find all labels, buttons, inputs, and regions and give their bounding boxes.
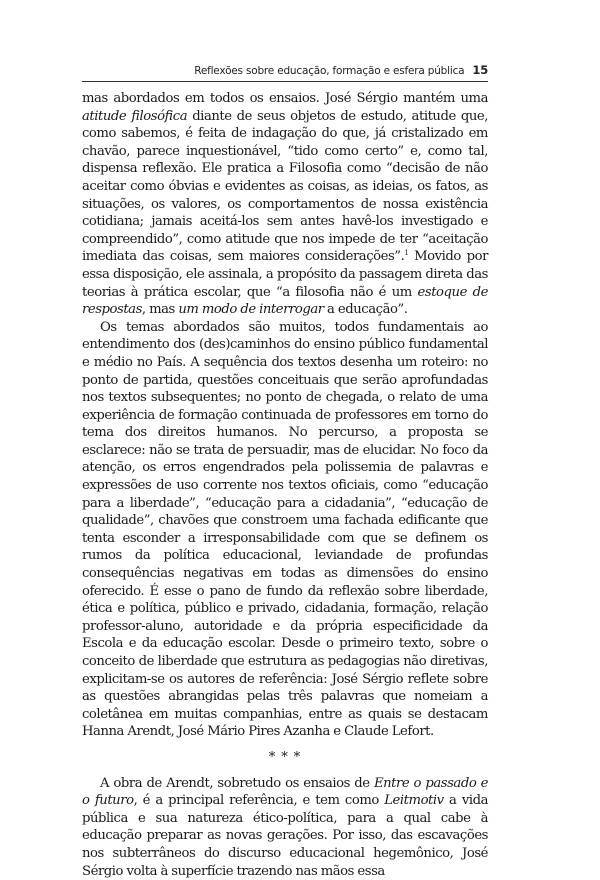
- p3-text-3: a vida pública e sua natureza ético-política, para a qual cabe à educação preparar as novas gerações. Por isso, das escavações nos subterrâneos do discurso educacional hegemônico, José Sérgio volta à superfície trazendo nas mãos essa: [82, 793, 489, 879]
- p3-text-2: , é a principal referência, e tem como: [133, 793, 385, 809]
- paragraph-1: [82, 90, 488, 319]
- p3-text-1: A obra de Arendt, sobretudo os ensaios de: [100, 775, 374, 791]
- p1-italic-1: atitude filosófica: [82, 108, 188, 124]
- p3-italic-1: Entre o passado e o futuro: [82, 775, 488, 809]
- paragraph-3: [82, 775, 488, 880]
- p1-text-1: mas abordados em todos os ensaios. José Sérgio mantém uma: [82, 91, 488, 106]
- page-number: 15: [472, 63, 488, 77]
- p1-text-3: Movido por essa disposição, ele assinala, a propósito da passagem direta das teorias à prática escolar, que “a filosofia não é um: [82, 249, 488, 300]
- p3-italic-2: Leitmotiv: [384, 793, 444, 809]
- p1-italic-2: estoque de respostas: [82, 284, 488, 318]
- p1-text-2: diante de seus objetos de estudo, atitude que, como sabemos, é feita de indagação do que, já cristalizado em chavão, parece inquestionável, “tido como certo” e, como tal, dispensa reflexão. Ele pratica a Filosofia como “decisão de não aceitar como óbvias e evidentes as coisas, as ideias, os fatos, as situações, os valores, os comportamentos de nossa existência cotidiana; jamais aceitá-los sem antes havê-los investigado e compreendido”, como atitude que nos impede de ter “aceitação imediata das coisas, sem maiores considerações”.: [82, 108, 489, 265]
- p1-italic-3: um modo de interrogar: [178, 302, 324, 318]
- paragraph-2: Os temas abordados são muitos, todos fundamentais ao entendimento dos (des)caminhos do ensino público fundamental e médio no País. A sequência dos textos desenha um roteiro: no ponto de partida, questões conceituais que serão aprofundadas nos textos subsequentes; no ponto de chegada, o relato de uma experiência de formação continuada de professores em torno do tema dos direitos humanos. No percurso, a proposta se esclarece: não se trata de persuadir, mas de elucidar. No foco da atenção, os erros engendrados pela polissemia de palavras e expressões de uso corrente nos textos oficiais, como “educação para a liberdade”, “educação para a cidadania”, “educação de qualidade”, chavões que constroem uma fachada edificante que tenta esconder a irresponsabilidade com que se definem os rumos da política educacional, leviandade de profundas consequências negativas em todas as dimensões do ensino oferecido. É esse o pano de fundo da reflexão sobre liberdade, ética e política, público e privado, cidadania, formação, relação professor-aluno, autoridade e da própria especificidade da Escola e da educação escolar. Desde o primeiro texto, sobre o conceito de liberdade que estrutura as pedagogias não diretivas, explicitam-se os autores de referência: José Sérgio reflete sobre as questões abrangidas pelas três palavras que nomeiam a coletânea em muitas companhias, entre as quais se destacam Hanna Arendt, José Mário Pires Azanha e Claude Lefort.: [82, 319, 488, 740]
- header-rule: [82, 81, 488, 82]
- running-title: Reflexões sobre educação, formação e esfera pública: [194, 65, 465, 77]
- section-separator: * * *: [268, 749, 302, 765]
- body-text: [82, 90, 488, 880]
- p1-text-5: a educação”.: [323, 302, 408, 318]
- running-header: [82, 63, 488, 77]
- footnote-mark[interactable]: 1: [404, 249, 409, 258]
- p1-text-4: , mas: [141, 302, 179, 318]
